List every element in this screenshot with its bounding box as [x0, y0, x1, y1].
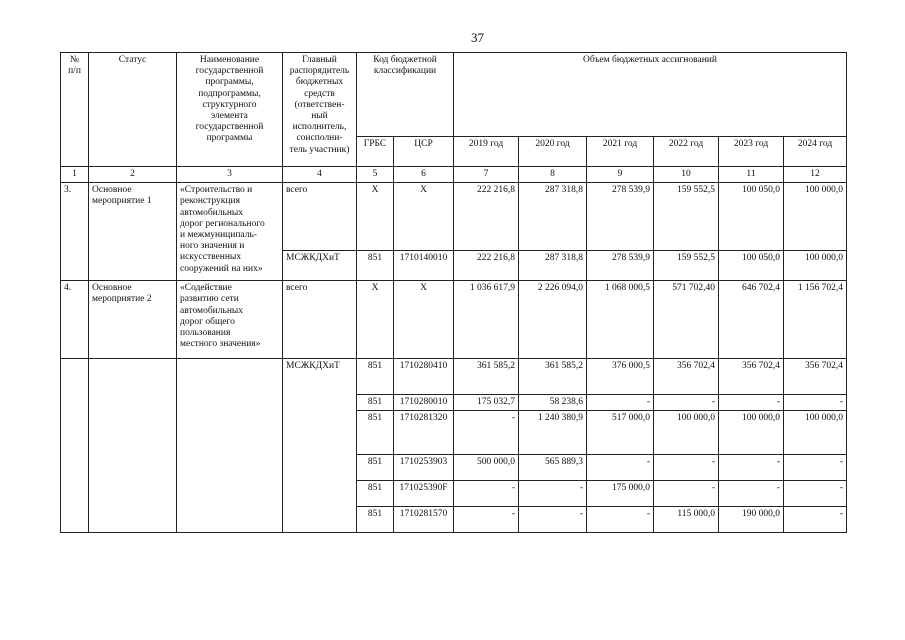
detail-value: 565 889,3	[519, 455, 587, 481]
row-admin: всего	[283, 183, 357, 251]
row-csr: 1710140010	[394, 251, 454, 281]
row-value: 100 000,0	[784, 251, 847, 281]
row-value: 100 050,0	[719, 183, 784, 251]
column-number: 4	[283, 167, 357, 183]
row-number: 4.	[61, 281, 89, 359]
header-csr: ЦСР	[394, 137, 454, 167]
column-number: 9	[587, 167, 654, 183]
header-admin: Главный распорядитель бюджетных средств (ответствен- ный исполнитель, соисполни- тель участник)	[283, 53, 357, 167]
table-row	[61, 359, 847, 395]
row-value: 159 552,5	[654, 183, 719, 251]
detail-admin: МСЖКДХиТ	[283, 359, 357, 533]
column-number: 10	[654, 167, 719, 183]
detail-csr: 1710280410	[394, 359, 454, 395]
row-value: 287 318,8	[519, 183, 587, 251]
detail-grbs: 851	[357, 359, 394, 395]
row-value: 1 036 617,9	[454, 281, 519, 359]
column-number: 1	[61, 167, 89, 183]
detail-value: 115 000,0	[654, 507, 719, 533]
header-num: № п/п	[61, 53, 89, 167]
row-csr: Х	[394, 183, 454, 251]
row-value: 100 050,0	[719, 251, 784, 281]
detail-empty-status	[89, 359, 177, 533]
detail-grbs: 851	[357, 455, 394, 481]
column-numbers-row	[61, 167, 847, 183]
row-value: 646 702,4	[719, 281, 784, 359]
row-csr: Х	[394, 281, 454, 359]
detail-value: 517 000,0	[587, 411, 654, 455]
detail-empty-num	[61, 359, 89, 533]
detail-value: 376 000,5	[587, 359, 654, 395]
column-number: 7	[454, 167, 519, 183]
header-name: Наименование государственной программы, подпрограммы, структурного элемента государственной программы	[177, 53, 283, 167]
row-value: 287 318,8	[519, 251, 587, 281]
detail-value: 361 585,2	[519, 359, 587, 395]
detail-value: -	[784, 507, 847, 533]
column-number: 12	[784, 167, 847, 183]
detail-value: 361 585,2	[454, 359, 519, 395]
row-value: 571 702,40	[654, 281, 719, 359]
row-value: 2 226 094,0	[519, 281, 587, 359]
row-admin: МСЖКДХиТ	[283, 251, 357, 281]
row-value: 222 216,8	[454, 183, 519, 251]
detail-value: -	[454, 411, 519, 455]
detail-value: -	[654, 395, 719, 411]
detail-value: 175 000,0	[587, 481, 654, 507]
column-number: 5	[357, 167, 394, 183]
row-value: 278 539,9	[587, 183, 654, 251]
detail-csr: 171025390F	[394, 481, 454, 507]
row-grbs: 851	[357, 251, 394, 281]
header-year: 2019 год	[454, 137, 519, 167]
header-status: Статус	[89, 53, 177, 167]
row-status: Основное мероприятие 1	[89, 183, 177, 281]
detail-value: -	[719, 481, 784, 507]
row-grbs: Х	[357, 183, 394, 251]
detail-value: 356 702,4	[719, 359, 784, 395]
detail-value: -	[719, 395, 784, 411]
header-year: 2020 год	[519, 137, 587, 167]
detail-value: 100 000,0	[654, 411, 719, 455]
detail-value: -	[519, 481, 587, 507]
column-number: 3	[177, 167, 283, 183]
detail-grbs: 851	[357, 395, 394, 411]
header-year: 2024 год	[784, 137, 847, 167]
column-number: 2	[89, 167, 177, 183]
header-year: 2021 год	[587, 137, 654, 167]
detail-value: -	[587, 507, 654, 533]
page-number: 37	[471, 30, 484, 45]
detail-value: 500 000,0	[454, 455, 519, 481]
detail-value: -	[587, 455, 654, 481]
row-value: 159 552,5	[654, 251, 719, 281]
row-value: 100 000,0	[784, 183, 847, 251]
detail-empty-name	[177, 359, 283, 533]
detail-csr: 1710281570	[394, 507, 454, 533]
row-name: «Строительство и реконструкция автомобильных дорог регионального и межмуниципаль- ного значения и искусственных сооружений на них»	[177, 183, 283, 281]
detail-value: -	[784, 481, 847, 507]
detail-grbs: 851	[357, 507, 394, 533]
detail-value: -	[587, 395, 654, 411]
row-value: 222 216,8	[454, 251, 519, 281]
header-volume: Объем бюджетных ассигнований	[454, 53, 847, 137]
row-value: 278 539,9	[587, 251, 654, 281]
detail-value: -	[719, 455, 784, 481]
detail-value: 175 032,7	[454, 395, 519, 411]
detail-value: 100 000,0	[719, 411, 784, 455]
row-status: Основное мероприятие 2	[89, 281, 177, 359]
row-admin: всего	[283, 281, 357, 359]
detail-grbs: 851	[357, 411, 394, 455]
row-name: «Содействие развитию сети автомобильных дорог общего пользования местного значения»	[177, 281, 283, 359]
table-row	[61, 183, 847, 251]
header-year: 2022 год	[654, 137, 719, 167]
table-row	[61, 281, 847, 359]
detail-value: -	[519, 507, 587, 533]
detail-csr: 1710281320	[394, 411, 454, 455]
detail-value: -	[784, 455, 847, 481]
header-year: 2023 год	[719, 137, 784, 167]
detail-value: 1 240 380,9	[519, 411, 587, 455]
detail-grbs: 851	[357, 481, 394, 507]
row-number: 3.	[61, 183, 89, 281]
detail-value: 100 000,0	[784, 411, 847, 455]
header-grbs: ГРБС	[357, 137, 394, 167]
row-value: 1 068 000,5	[587, 281, 654, 359]
header-row-1	[61, 53, 847, 137]
detail-csr: 1710253903	[394, 455, 454, 481]
column-number: 8	[519, 167, 587, 183]
column-number: 6	[394, 167, 454, 183]
detail-value: 58 238,6	[519, 395, 587, 411]
detail-value: 356 702,4	[654, 359, 719, 395]
column-number: 11	[719, 167, 784, 183]
row-value: 1 156 702,4	[784, 281, 847, 359]
budget-table	[60, 52, 847, 533]
detail-value: 190 000,0	[719, 507, 784, 533]
budget-table-body	[61, 53, 847, 533]
detail-value: -	[454, 481, 519, 507]
detail-value: -	[454, 507, 519, 533]
row-grbs: Х	[357, 281, 394, 359]
detail-value: -	[654, 481, 719, 507]
detail-value: 356 702,4	[784, 359, 847, 395]
detail-value: -	[784, 395, 847, 411]
header-code: Код бюджетной классификации	[357, 53, 454, 137]
detail-csr: 1710280010	[394, 395, 454, 411]
detail-value: -	[654, 455, 719, 481]
